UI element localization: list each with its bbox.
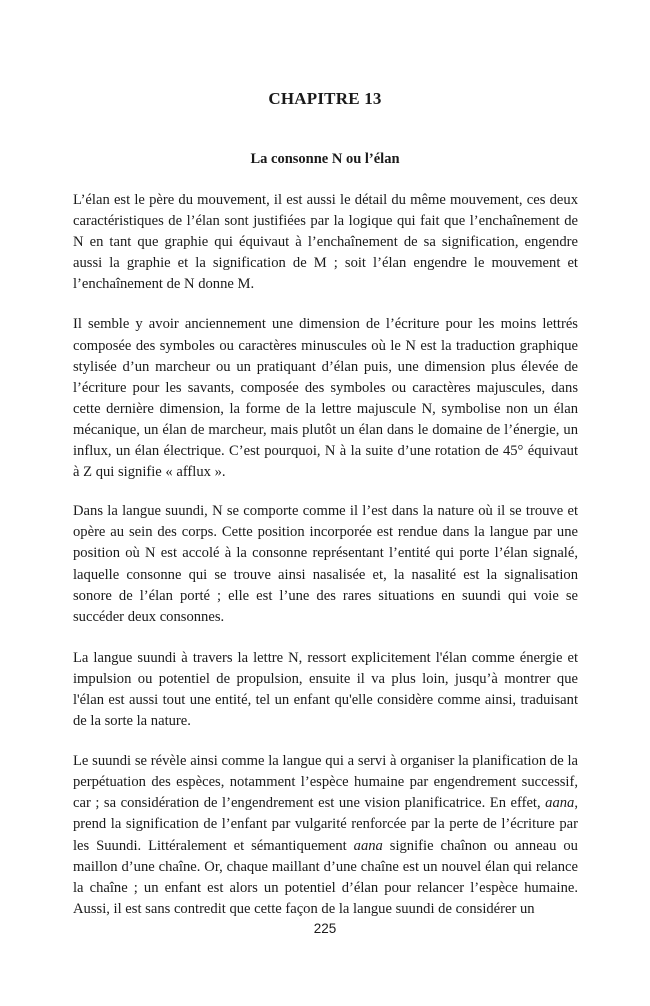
paragraph-text: L’élan est le père du mouvement, il est aussi le détail du même mouvement, ces deux caractéristiques de l’élan sont justifiées par la logique qui fait que l’enchaînement de N en tant que graphie qui équivaut à l’enchaînement de sa signification, engendre aussi la graphie et la signification de M ; soit l’élan engendre le mouvement et l’enchaînement de N donne M. — [73, 192, 578, 293]
chapter-title: CHAPITRE 13 — [268, 89, 382, 108]
paragraph — [73, 648, 578, 732]
paragraph — [73, 501, 578, 628]
paragraph-text: Le suundi se révèle ainsi comme la langue qui a servi à organiser la planification de la perpétuation des espèces, notamment l’espèce humaine par engendrement successif, car ; sa considération de l’engendrement est une vision planificatrice. En effet, — [73, 753, 578, 812]
paragraph-text: , prend la signification de l’enfant par vulgarité renforcée par la perte de l’écriture par les Suundi. Littéralement et sémantiquement — [73, 795, 578, 854]
italic-term: aana — [353, 837, 383, 854]
section-title: La consonne N ou l’élan — [250, 151, 400, 167]
body-text — [73, 190, 578, 939]
italic-term: aana — [545, 795, 575, 812]
paragraph-text: Il semble y avoir anciennement une dimension de l’écriture pour les moins lettrés composée des symboles ou caractères minuscules où le N est la traduction graphique stylisée d’un marcheur ou un pratiquant d’élan puis, une dimension plus élevée de l’écriture pour les savants, composée des symboles ou caractères majuscules, dans cette dernière dimension, la forme de la lettre majuscule N, symbolise non un élan mécanique, un élan de marcheur, mais plutôt un élan dans le domaine de l’énergie, un influx, un élan électrique. C’est pourquoi, N à la suite d’une rotation de 45° équivaut à Z qui signifie « afflux ». — [73, 316, 578, 481]
paragraph — [73, 751, 578, 920]
page-number: 225 — [313, 921, 337, 936]
paragraph-text: Dans la langue suundi, N se comporte comme il l’est dans la nature où il se trouve et opère au sein des corps. Cette position incorporée est rendue dans la langue par une position où N est accolé à la consonne représentant l’entité qui porte l’élan signalé, laquelle consonne qui se trouve ainsi nasalisée et, la nasalité est la signalisation sonore de l’élan porté ; elle est l’une des rares situations en suundi qui voie se succéder deux consonnes. — [73, 503, 578, 625]
paragraph — [73, 314, 578, 483]
paragraph — [73, 190, 578, 295]
paragraph-text: La langue suundi à travers la lettre N, ressort explicitement l'élan comme énergie et impulsion ou potentiel de propulsion, ensuite il va plus loin, jusqu’à montrer que l'élan est aussi tout une entité, tel un enfant qu'elle considère comme ainsi, traduisant de la sorte la nature. — [73, 649, 578, 730]
paragraph-text: signifie chaînon ou anneau ou maillon d’une chaîne. Or, chaque maillant d’une chaîne est un nouvel élan qui relance la chaîne ; un enfant est alors un potentiel d’élan pour relancer l’espèce humaine. Aussi, il est sans contredit que cette façon de la langue suundi de considérer un — [73, 837, 578, 917]
